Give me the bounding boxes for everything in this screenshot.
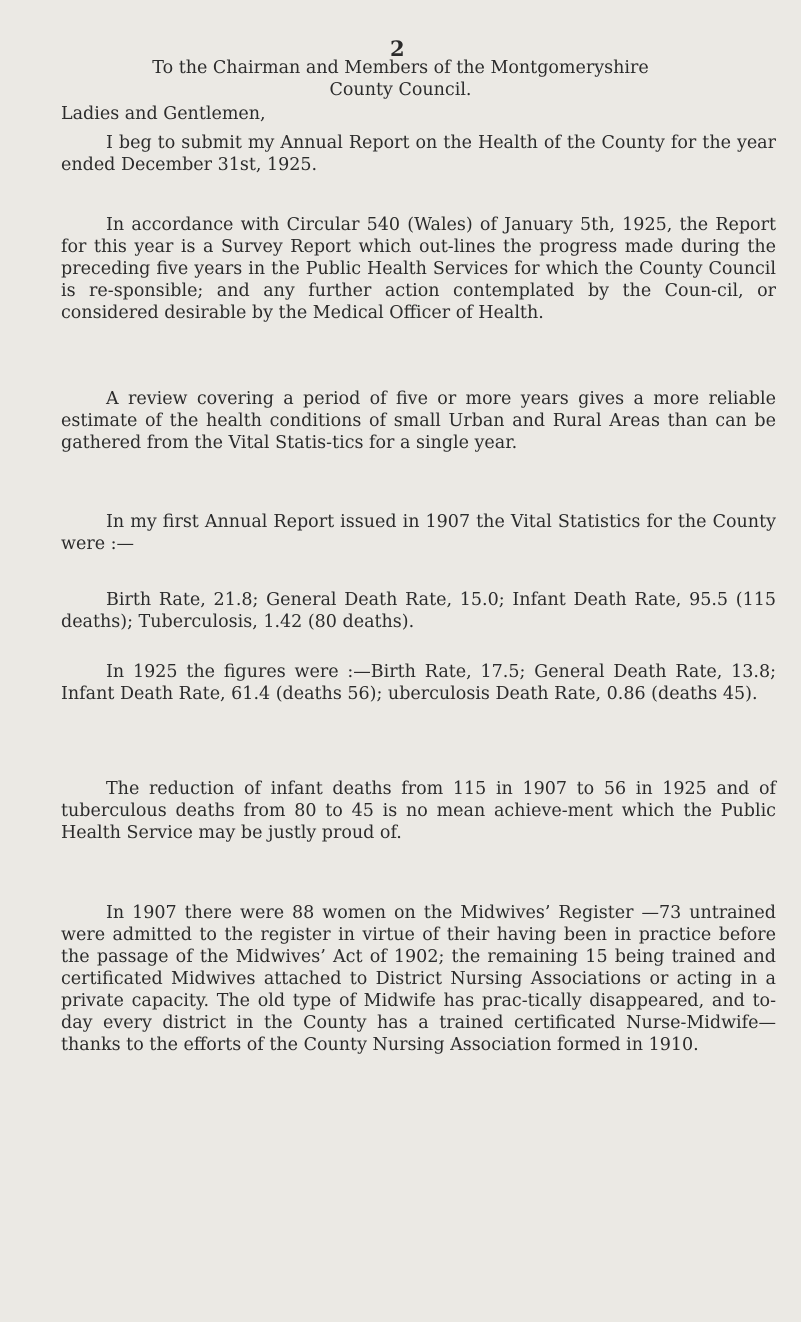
paragraph-review: A review covering a period of five or more years gives a more reliable estimate of the health conditions of small Urban and Rural Areas than can be gathered from the Vital Statis-tics for a single year. [61, 389, 776, 453]
paragraph-circular: In accordance with Circular 540 (Wales) of January 5th, 1925, the Report for this year is a Survey Report which out-lines the progress made during the preceding five years in the Public Health Services for which the County Council is re-sponsible; and any further action contemplated by the Coun-cil, or considered desirable by the Medical Officer of Health. [61, 215, 776, 323]
paragraph-midwives: In 1907 there were 88 women on the Midwives’ Register —73 untrained were admitted to the register in virtue of their having been in practice before the passage of the Midwives’ Act of 1902; the remaining 15 being trained and certificated Midwives attached to District Nursing Associations or acting in a private capacity. The old type of Midwife has prac-tically disappeared, and to-day every district in the County has a trained certificated Nurse-Midwife—thanks to the efforts of the County Nursing Association formed in 1910. [61, 903, 776, 1055]
salutation: Ladies and Gentlemen, [61, 104, 266, 124]
paragraph-submission: I beg to submit my Annual Report on the Health of the County for the year ended December 31st, 1925. [61, 133, 776, 175]
paragraph-first-report: In my first Annual Report issued in 1907 the Vital Statistics for the County were :— [61, 512, 776, 554]
paragraph-1907-statistics: Birth Rate, 21.8; General Death Rate, 15.0; Infant Death Rate, 95.5 (115 deaths); Tuberculosis, 1.42 (80 deaths). [61, 590, 776, 632]
address-line-2: County Council. [329, 80, 472, 100]
paragraph-1925-statistics: In 1925 the figures were :—Birth Rate, 17.5; General Death Rate, 13.8; Infant Death Rate, 61.4 (deaths 56); uberculosis Death Rate, 0.86 (deaths 45). [61, 662, 776, 704]
page-number: 2 [390, 36, 405, 61]
address-line-1: To the Chairman and Members of the Montgomeryshire [152, 58, 649, 78]
paragraph-reduction: The reduction of infant deaths from 115 in 1907 to 56 in 1925 and of tuberculous deaths from 80 to 45 is no mean achieve-ment which the Public Health Service may be justly proud of. [61, 779, 776, 843]
